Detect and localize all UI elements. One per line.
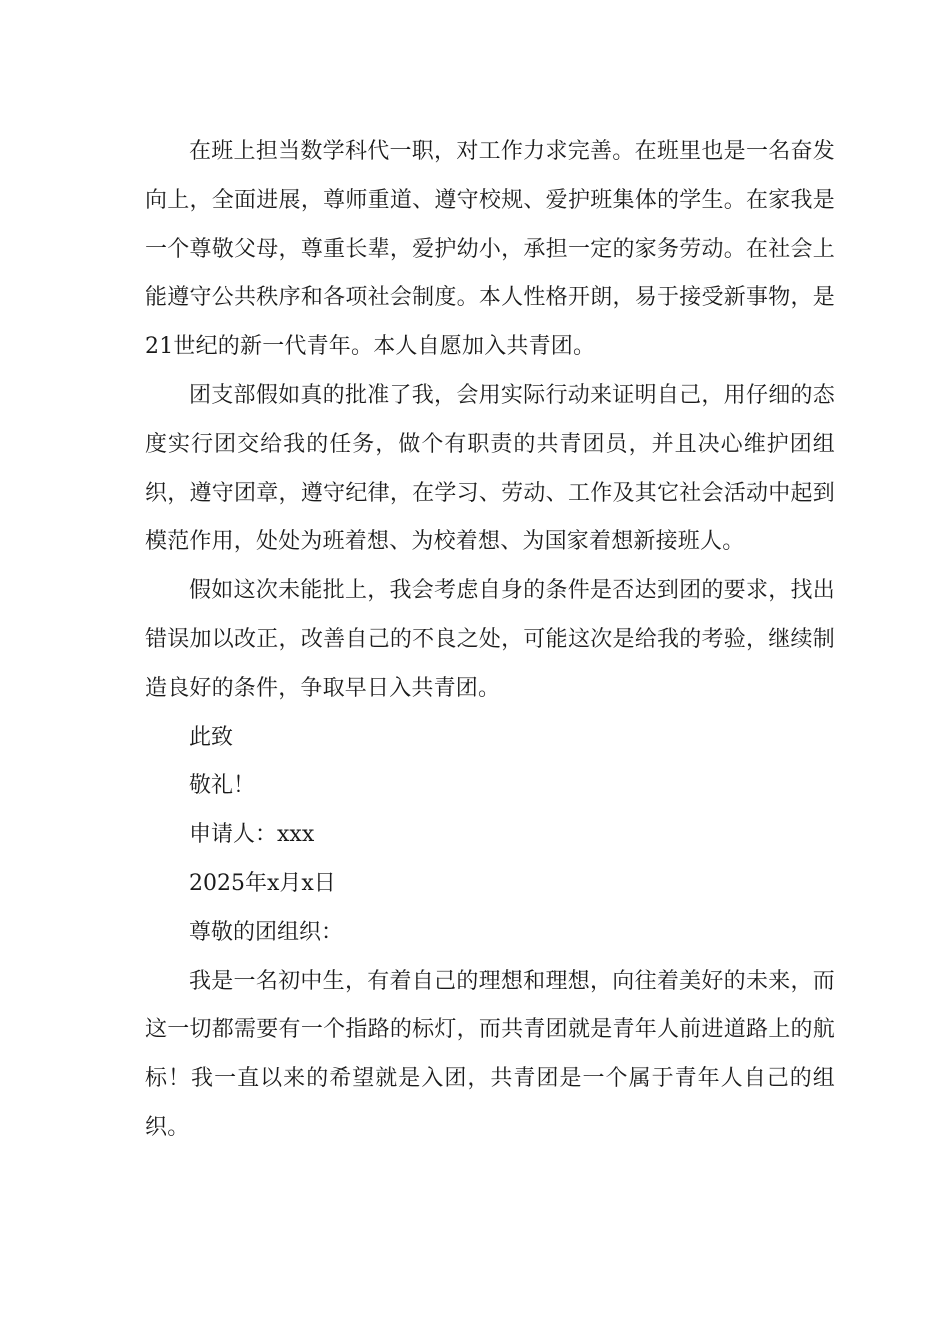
paragraph-3: 假如这次未能批上，我会考虑自身的条件是否达到团的要求，找出错误加以改正，改善自己的不良之处，可能这次是给我的考验，继续制造良好的条件，争取早日入共青团。: [145, 578, 835, 701]
document-body: [145, 128, 835, 1153]
greeting-line: 尊敬的团组织：: [189, 919, 344, 945]
final-paragraph: 我是一名初中生，有着自己的理想和理想，向往着美好的未来，而这一切都需要有一个指路的标灯，而共青团就是青年人前进道路上的航标！我一直以来的希望就是入团，共青团是一个属于青年人自己的组织。: [145, 968, 835, 1140]
date-line: 2025年x月x日: [189, 870, 336, 896]
salute-line: 敬礼！: [189, 773, 256, 799]
paragraph-2: 团支部假如真的批准了我，会用实际行动来证明自己，用仔细的态度实行团交给我的任务，做个有职责的共青团员，并且决心维护团组织，遵守团章，遵守纪律，在学习、劳动、工作及其它社会活动中起到模范作用，处处为班着想、为校着想、为国家着想新接班人。: [145, 382, 835, 555]
closing-line: 此致: [189, 724, 234, 750]
paragraph-1: 在班上担当数学科代一职，对工作力求完善。在班里也是一名奋发向上，全面进展，尊师重道、遵守校规、爱护班集体的学生。在家我是一个尊敬父母，尊重长辈，爱护幼小，承担一定的家务劳动。在社会上能遵守公共秩序和各项社会制度。本人性格开朗，易于接受新事物，是21世纪的新一代青年。本人自愿加入共青团。: [145, 139, 835, 360]
applicant-line: 申请人：xxx: [189, 822, 315, 848]
